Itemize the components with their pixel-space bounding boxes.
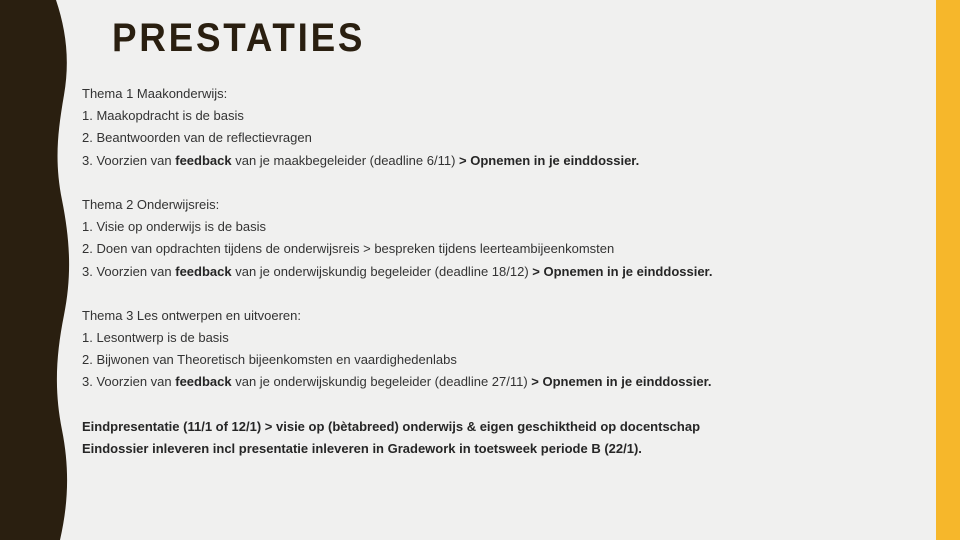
final-presentation-line: Eindpresentatie (11/1 of 12/1) > visie op (bètabreed) onderwijs & eigen geschiktheid op docentschap [82, 418, 701, 434]
item-text: van je maakbegeleider (deadline 6/11) [231, 152, 460, 168]
list-item: 1. Lesontwerp is de basis [82, 330, 229, 346]
wavy-border-shape [0, 0, 69, 540]
page-title: PRESTATIES [112, 16, 366, 60]
list-item: 1. Visie op onderwijs is de basis [82, 219, 267, 235]
left-wavy-border [0, 0, 80, 540]
item-bold-tail: > Opnemen in je einddossier. [531, 374, 712, 390]
item-text: van je onderwijskundig begeleider (deadline 27/11) [231, 374, 532, 390]
item-text: 3. Voorzien van [82, 152, 176, 168]
block-heading: Thema 2 Onderwijsreis: [82, 196, 220, 212]
item-bold-tail: > Opnemen in je einddossier. [532, 263, 713, 279]
list-item: 1. Maakopdracht is de basis [82, 108, 244, 124]
content-body [82, 83, 912, 460]
block-heading: Thema 3 Les ontwerpen en uitvoeren: [82, 307, 301, 323]
item-text: van je onderwijskundig begeleider (deadline 18/12) [231, 263, 533, 279]
item-bold-tail: > Opnemen in je einddossier. [459, 152, 640, 168]
list-item: 2. Doen van opdrachten tijdens de onderwijsreis > bespreken tijdens leerteambijeenkomsten [82, 241, 615, 257]
list-item: 2. Bijwonen van Theoretisch bijeenkomsten en vaardighedenlabs [82, 352, 457, 368]
item-text: 3. Voorzien van [82, 374, 176, 390]
item-bold: feedback [175, 263, 232, 279]
list-item: 2. Beantwoorden van de reflectievragen [82, 130, 312, 146]
list-item [82, 261, 912, 283]
list-item [82, 150, 912, 172]
final-dossier-line: Eindossier inleveren incl presentatie inleveren in Gradework in toetsweek periode B (22/1). [82, 441, 642, 456]
item-bold: feedback [175, 374, 232, 390]
right-accent-bar [936, 0, 960, 540]
block-heading: Thema 1 Maakonderwijs: [82, 86, 228, 101]
list-item [82, 371, 912, 393]
item-text: 3. Voorzien van [82, 263, 176, 279]
item-bold: feedback [175, 152, 232, 168]
